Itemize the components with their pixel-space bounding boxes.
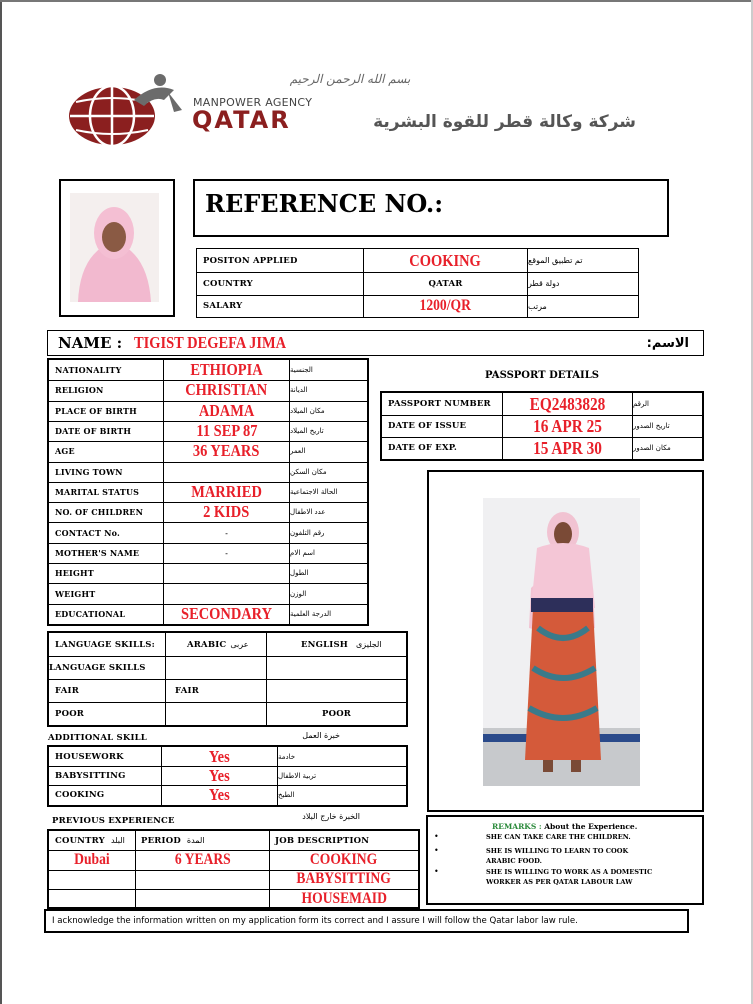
remark-bullet: • <box>434 846 439 855</box>
name-value: TIGIST DEGEFA JIMA <box>134 333 287 352</box>
skills-title: ADDITIONAL SKILL <box>48 733 147 743</box>
salary-label: SALARY <box>203 301 243 311</box>
passport-title: PASSPORT DETAILS <box>485 370 599 381</box>
personal-value: 11 SEP 87 <box>195 421 258 441</box>
personal-value: ADAMA <box>198 400 255 420</box>
remarks-box <box>426 815 704 905</box>
name-label: NAME : <box>58 334 123 352</box>
language-row-label: POOR <box>55 708 85 719</box>
remark-item: SHE CAN TAKE CARE THE CHILDREN. <box>486 833 631 841</box>
exp-job-value: COOKING <box>310 851 378 868</box>
personal-value: ETHIOPIA <box>190 360 263 380</box>
personal-label: MARITAL STATUS <box>55 486 140 497</box>
position-table <box>196 248 639 318</box>
position-arabic: تم تطبيق الموقع <box>528 256 583 265</box>
skill-value: Yes <box>209 746 230 766</box>
skill-arabic: خادمة <box>278 752 296 761</box>
personal-value: CHRISTIAN <box>185 380 268 400</box>
personal-label: AGE <box>55 446 75 457</box>
personal-value: - <box>225 547 228 558</box>
salary-value: 1200/QR <box>419 297 472 314</box>
passport-arabic: الرقم <box>633 400 649 408</box>
skill-arabic: تربية الاطفال <box>278 771 317 780</box>
personal-arabic: الدرجة العلمية <box>290 609 332 618</box>
passport-table <box>380 391 704 461</box>
agency-name-big: QATAR <box>192 106 291 134</box>
personal-arabic: عدد الاطفال <box>290 508 326 517</box>
passport-label: DATE OF EXP. <box>388 443 458 453</box>
passport-value: 16 APR 25 <box>533 415 602 436</box>
experience-title-arabic: الخبرة خارج البلاد <box>302 812 360 821</box>
agency-name-small: MANPOWER AGENCY <box>193 96 313 109</box>
exp-period-header: PERIOD المدة <box>141 835 205 846</box>
personal-label: DATE OF BIRTH <box>55 426 132 437</box>
acknowledgement-box <box>44 909 689 933</box>
language-table <box>47 631 408 727</box>
exp-country-value: Dubai <box>74 851 110 868</box>
passport-arabic: مكان الصدور <box>633 444 671 452</box>
reference-label: REFERENCE NO.: <box>205 189 444 218</box>
personal-value: 36 YEARS <box>193 441 260 461</box>
personal-label: NO. OF CHILDREN <box>55 507 144 518</box>
personal-arabic: تاريخ الميلاد <box>290 427 324 436</box>
language-arabic-level: FAIR <box>175 685 199 696</box>
personal-value <box>164 583 289 603</box>
exp-job-value: HOUSEMAID <box>301 889 387 907</box>
personal-arabic: الديانة <box>290 386 308 395</box>
name-arabic: الاسم: <box>646 335 689 351</box>
country-label: COUNTRY <box>203 278 253 289</box>
remarks-heading: REMARKS : About the Experience. <box>492 822 638 831</box>
personal-value: SECONDARY <box>180 603 273 623</box>
acknowledgement-text: I acknowledge the information written on my application form its correct and I assure I will follow the Qatar labor law rule. <box>52 916 578 926</box>
portrait-photo <box>70 193 159 302</box>
globe-with-figure-icon <box>64 70 184 150</box>
skills-title-arabic: خبرة العمل <box>302 731 340 740</box>
page-border-left <box>0 0 2 1004</box>
personal-table <box>47 358 369 626</box>
skill-label: BABYSITTING <box>55 770 126 781</box>
personal-arabic: الحالة الاجتماعية <box>290 487 338 496</box>
personal-label: PLACE OF BIRTH <box>55 405 137 416</box>
passport-value: 15 APR 30 <box>533 437 602 458</box>
skill-value: Yes <box>209 765 230 785</box>
personal-arabic: الجنسية <box>290 366 313 375</box>
position-label: POSITON APPLIED <box>203 255 298 266</box>
page-border-top <box>0 0 753 2</box>
personal-arabic: مكان السكن <box>290 467 327 476</box>
personal-label: MOTHER'S NAME <box>55 547 140 558</box>
language-row-label: LANGUAGE SKILLS <box>49 662 146 673</box>
remark-bullet: • <box>434 867 439 876</box>
arabic-header: ARABIC عربى <box>187 639 249 650</box>
personal-arabic: رقم التلفون <box>290 528 325 537</box>
reference-box <box>193 179 669 237</box>
agency-logo <box>64 70 184 150</box>
remark-bullet: • <box>434 832 439 841</box>
english-header: ENGLISH الجليزى <box>301 639 382 650</box>
exp-job-header: JOB DESCRIPTION <box>275 835 370 846</box>
language-row-label: FAIR <box>55 685 79 696</box>
personal-value <box>164 563 289 583</box>
exp-period-value: 6 YEARS <box>174 851 231 868</box>
passport-value: EQ2483828 <box>529 393 606 414</box>
passport-label: PASSPORT NUMBER <box>388 399 491 409</box>
remark-item: SHE IS WILLING TO LEARN TO COOK ARABIC FOOD. <box>486 847 629 865</box>
personal-label: HEIGHT <box>55 568 94 579</box>
personal-label: EDUCATIONAL <box>55 608 126 619</box>
skill-arabic: الطبخ <box>278 791 295 800</box>
personal-label: LIVING TOWN <box>55 466 123 477</box>
personal-label: RELIGION <box>55 385 104 396</box>
passport-arabic: تاريخ الصدور <box>633 422 670 430</box>
personal-label: WEIGHT <box>55 588 96 599</box>
exp-country-header: COUNTRY البلد <box>55 835 125 846</box>
bismillah-calligraphy: بسم الله الرحمن الرحيم <box>289 72 411 86</box>
personal-arabic: الطول <box>290 569 309 578</box>
language-header-label: LANGUAGE SKILLS: <box>55 639 155 650</box>
personal-arabic: اسم الام <box>290 548 315 557</box>
skill-label: COOKING <box>55 790 105 801</box>
exp-job-value: BABYSITTING <box>296 870 392 888</box>
experience-table <box>47 829 420 909</box>
passport-label: DATE OF ISSUE <box>388 421 467 431</box>
personal-value: MARRIED <box>191 481 262 501</box>
agency-name-arabic: شركة وكالة قطر للقوة البشرية <box>373 112 636 132</box>
name-row <box>47 330 704 356</box>
skill-label: HOUSEWORK <box>55 751 124 762</box>
personal-value <box>164 462 289 482</box>
language-english-level: POOR <box>322 708 352 719</box>
position-value: COOKING <box>409 250 482 270</box>
skills-table <box>47 745 408 807</box>
personal-label: CONTACT No. <box>55 527 120 538</box>
country-arabic: دولة قطر <box>528 279 560 288</box>
personal-arabic: الوزن <box>290 589 307 598</box>
personal-value: 2 KIDS <box>203 502 250 522</box>
experience-title: PREVIOUS EXPERIENCE <box>52 816 175 826</box>
full-body-photo <box>483 498 640 786</box>
skill-value: Yes <box>209 785 230 805</box>
personal-arabic: العمر <box>290 447 306 456</box>
remark-item: SHE IS WILLING TO WORK AS A DOMESTIC WORKER AS PER QATAR LABOUR LAW <box>486 868 653 886</box>
personal-value: - <box>225 527 228 538</box>
country-value: QATAR <box>428 278 463 289</box>
personal-label: NATIONALITY <box>55 365 122 376</box>
salary-arabic: مرتب <box>528 301 547 311</box>
personal-arabic: مكان الميلاد <box>290 406 325 415</box>
